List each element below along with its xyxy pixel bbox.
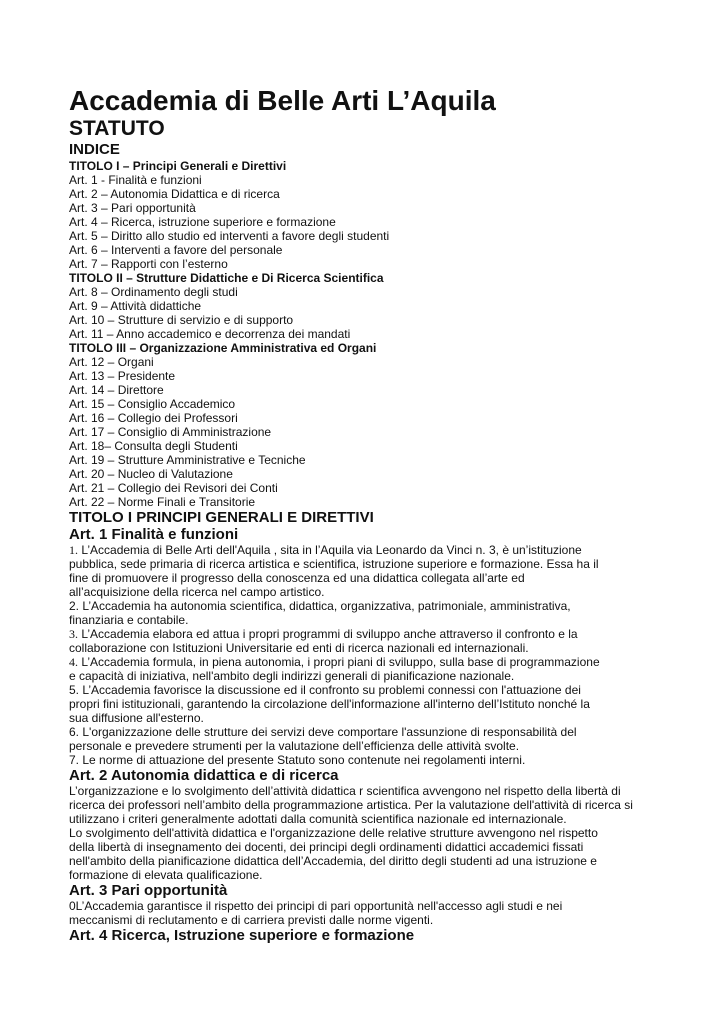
articles [69, 526, 659, 944]
article-title: Art. 1 Finalità e funzioni [69, 526, 239, 543]
toc-item: Art. 7 – Rapporti con l’esterno [69, 257, 228, 271]
toc-item: Art. 4 – Ricerca, istruzione superiore e formazione [69, 215, 336, 229]
paragraph-number: 3. [69, 627, 78, 641]
article-title: Art. 3 Pari opportunità [69, 882, 228, 899]
toc-item: Art. 19 – Strutture Amministrative e Tecniche [69, 453, 306, 467]
paragraph-number: 4. [69, 655, 78, 669]
document-subtitle: STATUTO [69, 117, 165, 140]
article-paragraph [69, 753, 659, 767]
toc-item: Art. 14 – Direttore [69, 383, 164, 397]
paragraph-text: L’Accademia formula, in piena autonomia, i propri piani di sviluppo, sulla base di programmazione e capacità di iniziativa, nell'ambito degli indirizzi generali di pianificazione nazionale. [69, 655, 600, 683]
paragraph-number: 6. [69, 725, 80, 739]
toc-item: Art. 12 – Organi [69, 355, 154, 369]
toc-item: Art. 17 – Consiglio di Amministrazione [69, 425, 272, 439]
article-title: Art. 2 Autonomia didattica e di ricerca [69, 767, 339, 784]
paragraph-text: L’Accademia favorisce la discussione ed il confronto su problemi connessi con l'attuazione dei propri fini istituzionali, garantendo la circolazione dell'informazione all'interno dell’Istituto nonché la sua diffusione all'esterno. [69, 683, 590, 725]
toc-item: Art. 9 – Attività didattiche [69, 299, 202, 313]
article-paragraph [69, 543, 659, 599]
toc-item: Art. 8 – Ordinamento degli studi [69, 285, 238, 299]
document-title: Accademia di Belle Arti L’Aquila [69, 85, 496, 116]
article-paragraph [69, 683, 659, 725]
toc-item: Art. 1 - Finalità e funzioni [69, 173, 202, 187]
paragraph-text: L'organizzazione delle strutture dei servizi deve comportare l'assunzione di responsabilità del personale e prevedere strumenti per la valutazione dell’efficienza delle attività svolte. [69, 725, 577, 753]
article-title: Art. 4 Ricerca, Istruzione superiore e formazione [69, 927, 415, 944]
article-paragraph [69, 725, 659, 753]
paragraph-number: 1. [69, 543, 78, 557]
paragraph-text: Le norme di attuazione del presente Statuto sono contenute nei regolamenti interni. [79, 753, 526, 767]
paragraph-text: L’Accademia elabora ed attua i propri programmi di sviluppo anche attraverso il confronto e la collaborazione con Istituzioni Universitarie ed enti di ricerca nazionali ed internazionali. [69, 627, 578, 655]
toc-item: Art. 13 – Presidente [69, 369, 176, 383]
toc-title-entry: TITOLO I – Principi Generali e Direttivi [69, 159, 287, 173]
document-page [69, 84, 659, 944]
paragraph-text: Lo svolgimento dell'attività didattica e l'organizzazione delle relative strutture avvengono nel rispetto della libertà di insegnamento dei docenti, dei principi degli ordinamenti didattici accademici fissati nell'ambito della pianificazione didattica dell’Accademia, del diritto degli studenti ad una istruzione e formazione di elevata qualificazione. [69, 826, 598, 882]
toc-item: Art. 2 – Autonomia Didattica e di ricerca [69, 187, 280, 201]
toc-item: Art. 6 – Interventi a favore del personale [69, 243, 283, 257]
article-paragraph [69, 784, 659, 826]
toc-title-entry: TITOLO II – Strutture Didattiche e Di Ricerca Scientifica [69, 271, 384, 285]
paragraph-text: 0L’Accademia garantisce il rispetto dei principi di pari opportunità nell'accesso agli studi e nei meccanismi di reclutamento e di carriera previsti dalle norme vigenti. [69, 899, 563, 927]
paragraph-text: L’organizzazione e lo svolgimento dell’attività didattica r scientifica avvengono nel rispetto della libertà di ricerca dei professori nell’ambito della programmazione artistica. Per la valutazione dell'attività di ricerca si utilizzano i criteri generalmente adottati dalla comunità scientifica nazionale ed internazionale. [69, 784, 633, 826]
toc-item: Art. 20 – Nucleo di Valutazione [69, 467, 233, 481]
index-heading: INDICE [69, 141, 120, 158]
toc-item: Art. 16 – Collegio dei Professori [69, 411, 238, 425]
toc-item: Art. 18– Consulta degli Studenti [69, 439, 238, 453]
paragraph-text: L’Accademia ha autonomia scientifica, didattica, organizzativa, patrimoniale, amministrativa, finanziaria e contabile. [69, 599, 571, 627]
article-paragraph [69, 655, 659, 683]
section-heading: TITOLO I PRINCIPI GENERALI E DIRETTIVI [69, 509, 374, 526]
toc-item: Art. 10 – Strutture di servizio e di supporto [69, 313, 294, 327]
toc-item: Art. 22 – Norme Finali e Transitorie [69, 495, 256, 509]
table-of-contents [69, 159, 659, 509]
toc-item: Art. 15 – Consiglio Accademico [69, 397, 236, 411]
paragraph-text: L’Accademia di Belle Arti dell'Aquila , sita in l’Aquila via Leonardo da Vinci n. 3, è un’istituzione pubblica, sede primaria di ricerca artistica e scientifica, istruzione superiore e formazione. Essa ha il fine di promuovere il progresso della conoscenza ed una didattica collegata all’arte ed all’acquisizione della ricerca nel campo artistico. [69, 543, 599, 599]
article-paragraph [69, 599, 659, 627]
toc-title-entry: TITOLO III – Organizzazione Amministrativa ed Organi [69, 341, 377, 355]
toc-item: Art. 5 – Diritto allo studio ed interventi a favore degli studenti [69, 229, 390, 243]
paragraph-number: 2. [69, 599, 80, 613]
paragraph-number: 7. [69, 753, 80, 767]
paragraph-number: 5. [69, 683, 80, 697]
toc-item: Art. 3 – Pari opportunità [69, 201, 196, 215]
article-paragraph [69, 627, 659, 655]
toc-item: Art. 21 – Collegio dei Revisori dei Conti [69, 481, 278, 495]
toc-item: Art. 11 – Anno accademico e decorrenza dei mandati [69, 327, 351, 341]
article-paragraph [69, 899, 659, 927]
article-paragraph [69, 826, 659, 882]
